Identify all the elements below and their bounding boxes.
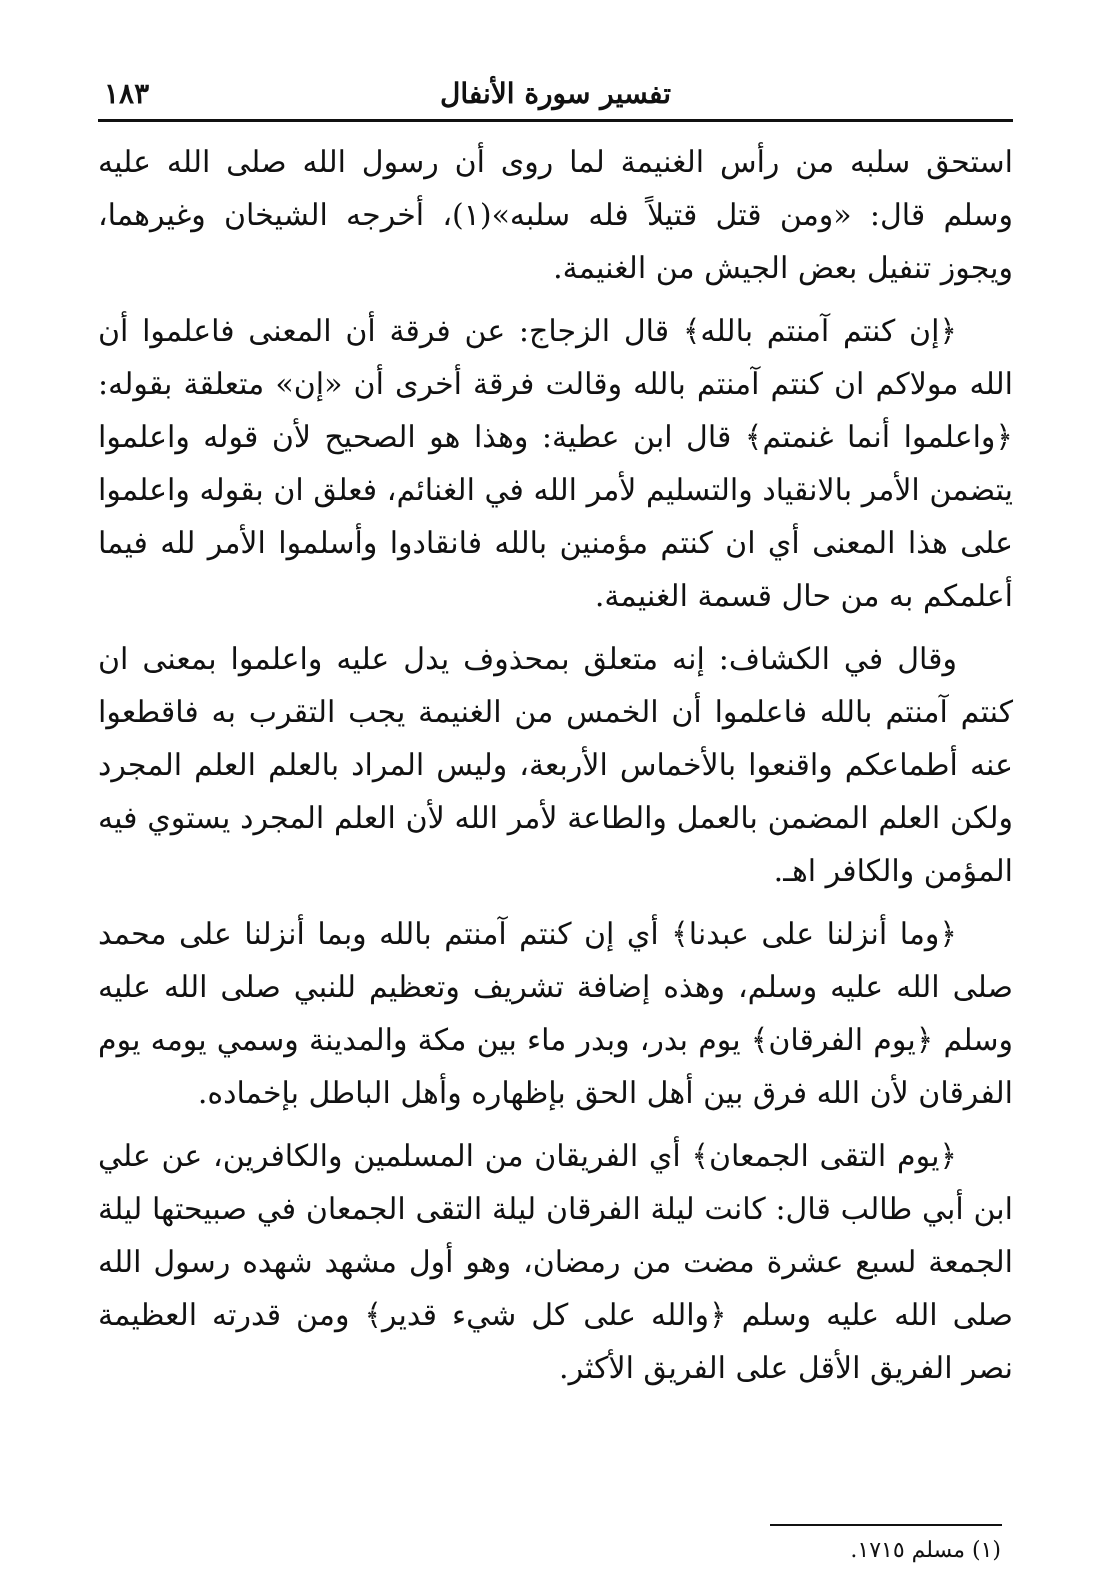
page-header (98, 72, 1013, 118)
paragraph: وقال في الكشاف: إنه متعلق بمحذوف يدل عليه واعلموا بمعنى ان كنتم آمنتم بالله فاعلموا أن الخمس من الغنيمة يجب التقرب به فاقطعوا عنه أطماعكم واقنعوا بالأخماس الأربعة، وليس المراد بالعلم العلم المجرد ولكن العلم المضمن بالعمل والطاعة لأمر الله لأن العلم المجرد يستوي فيه المؤمن والكافر اهـ. (98, 642, 1013, 889)
body-text (98, 136, 1013, 1405)
paragraph: ﴿يوم التقى الجمعان﴾ أي الفريقان من المسلمين والكافرين، عن علي ابن أبي طالب قال: كانت ليلة الفرقان ليلة التقى الجمعان في صبيحتها ليلة الجمعة لسبع عشرة مضت من رمضان، وهو أول مشهد شهده رسول الله صلى الله عليه وسلم ﴿والله على كل شيء قدير﴾ ومن قدرته العظيمة نصر الفريق الأقل على الفريق الأكثر. (98, 1139, 1013, 1386)
footnote-rule (770, 1524, 1002, 1526)
paragraph: ﴿إن كنتم آمنتم بالله﴾ قال الزجاج: عن فرقة أن المعنى فاعلموا أن الله مولاكم ان كنتم آمنتم بالله وقالت فرقة أخرى أن «إن» متعلقة بقوله: ﴿واعلموا أنما غنمتم﴾ قال ابن عطية: وهذا هو الصحيح لأن قوله واعلموا يتضمن الأمر بالانقياد والتسليم لأمر الله في الغنائم، فعلق ان بقوله واعلموا على هذا المعنى أي ان كنتم مؤمنين بالله فانقادوا وأسلموا الأمر لله فيما أعلمكم به من حال قسمة الغنيمة. (98, 314, 1013, 614)
running-title: تفسير سورة الأنفال (439, 77, 672, 110)
paragraph: استحق سلبه من رأس الغنيمة لما روى أن رسول الله صلى الله عليه وسلم قال: «ومن قتل قتيلاً فله سلبه»(١)، أخرجه الشيخان وغيرهما، ويجوز تنفيل بعض الجيش من الغنيمة. (98, 145, 1014, 286)
footnote: (١) مسلم ١٧١٥. (850, 1538, 1001, 1563)
header-rule (98, 119, 1013, 122)
paragraph: ﴿وما أنزلنا على عبدنا﴾ أي إن كنتم آمنتم بالله وبما أنزلنا على محمد صلى الله عليه وسلم، وهذه إضافة تشريف وتعظيم للنبي صلى الله عليه وسلم ﴿يوم الفرقان﴾ يوم بدر، وبدر ماء بين مكة والمدينة وسمي يومه يوم الفرقان لأن الله فرق بين أهل الحق بإظهاره وأهل الباطل بإخماده. (98, 917, 1013, 1111)
page-number: ١٨٣ (104, 77, 150, 110)
